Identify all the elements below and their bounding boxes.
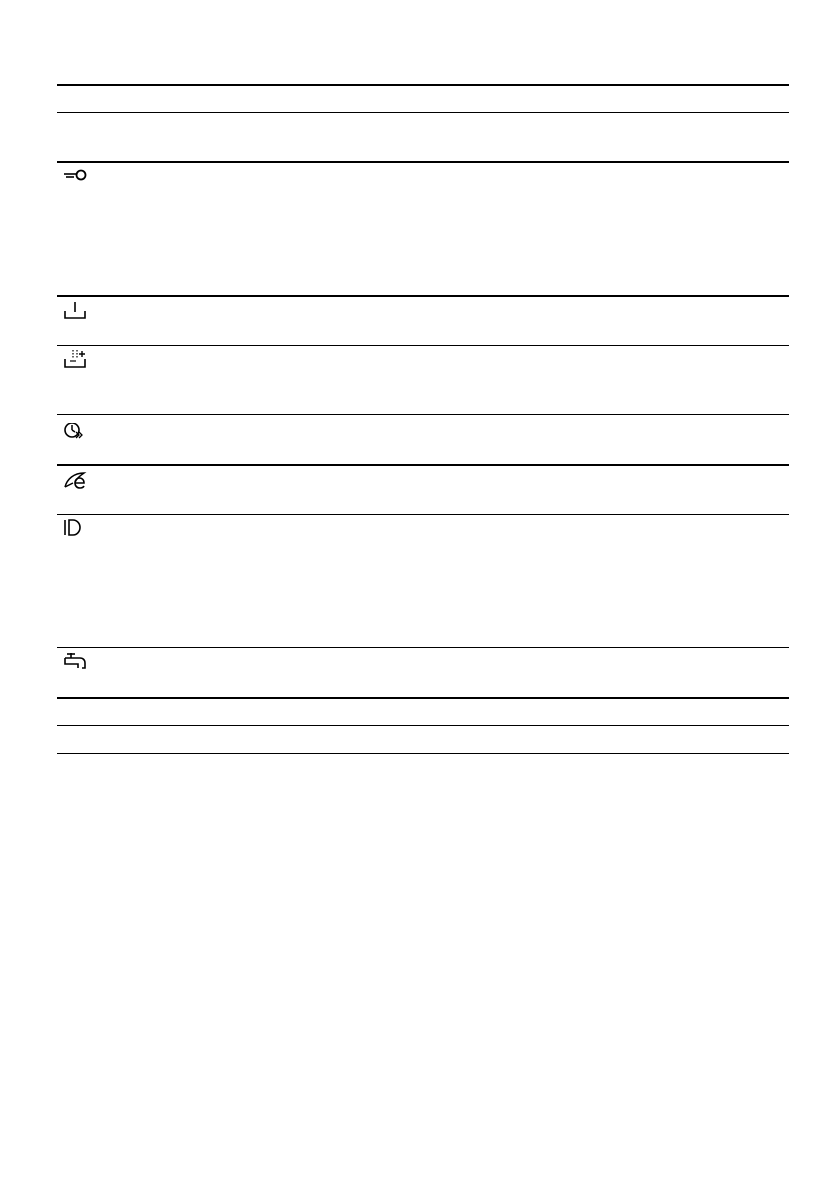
table-header-rule [57, 112, 789, 113]
table-row-divider [57, 161, 789, 163]
table-row-divider [57, 725, 789, 726]
table-top-rule [57, 84, 789, 86]
table-row-divider [57, 295, 789, 297]
water-tap-icon [62, 651, 88, 671]
door-dry-icon [62, 518, 88, 538]
table-row-divider [57, 345, 789, 346]
eco-leaf-icon [62, 470, 88, 490]
table-row-divider [57, 697, 789, 699]
basin-sparkle-icon [62, 349, 88, 369]
table-row-divider [57, 647, 789, 648]
table-bottom-rule [57, 753, 789, 754]
table-row-divider [57, 464, 789, 466]
table-row-divider [57, 514, 789, 515]
clock-fast-icon [62, 419, 88, 439]
basin-down-arrow-icon [62, 300, 88, 320]
table-row-divider [57, 414, 789, 415]
symbol-table [57, 0, 789, 1191]
key-lock-icon [62, 167, 88, 187]
